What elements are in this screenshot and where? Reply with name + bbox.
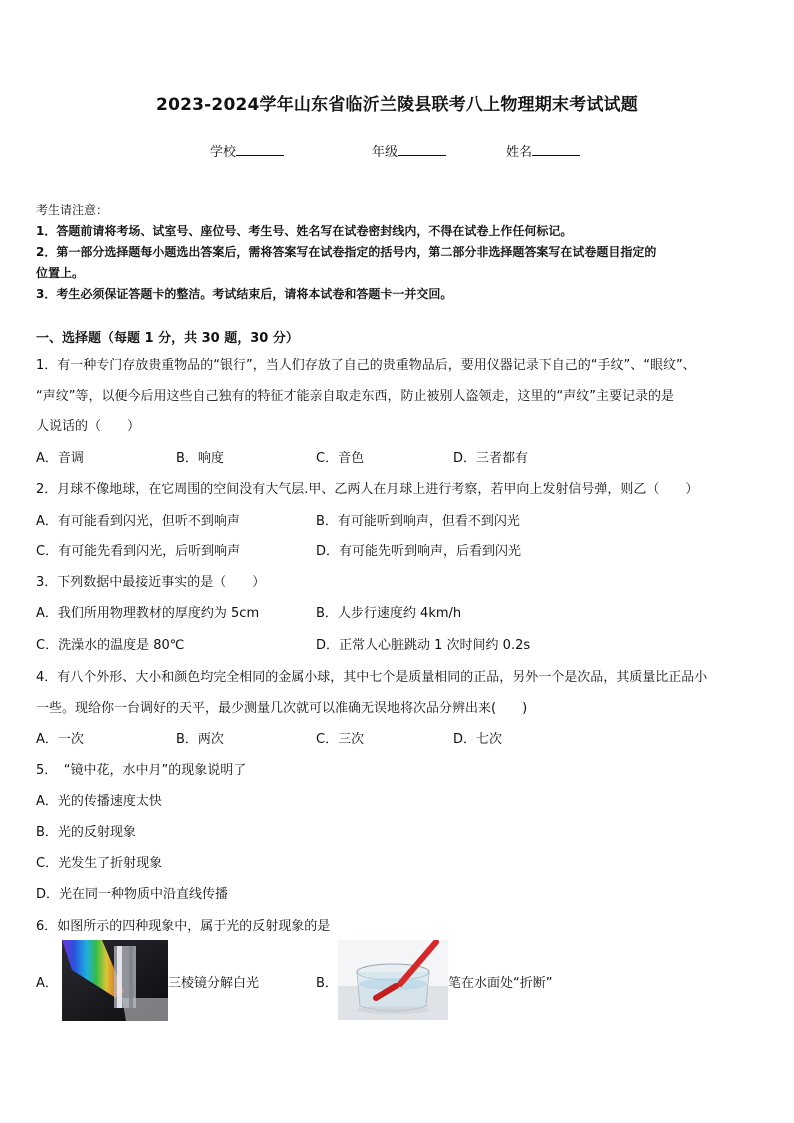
q6-option-a-caption: 三棱镜分解白光 <box>168 976 260 991</box>
school-label: 学校 <box>210 145 237 160</box>
notice-item: 3．考生必须保证答题卡的整洁。考试结束后，请将本试卷和答题卡一并交回。 <box>36 287 453 301</box>
question-3-text: 3．下列数据中最接近事实的是（ ） <box>36 575 266 590</box>
q5-option-c: C．光发生了折射现象 <box>36 856 163 871</box>
q5-option-d: D．光在同一种物质中沿直线传播 <box>36 887 229 902</box>
notice-item: 2．第一部分选择题每小题选出答案后，需将答案写在试卷指定的括号内，第二部分非选择题答案写在试卷题目指定的 <box>36 245 657 259</box>
q1-option-d: D．三者都有 <box>453 451 529 466</box>
q2-option-a: A．有可能看到闪光，但听不到响声 <box>36 514 240 529</box>
notice-block <box>36 200 758 305</box>
notice-item: 1．答题前请将考场、试室号、座位号、考生号、姓名写在试卷密封线内，不得在试卷上作任何标记。 <box>36 224 573 238</box>
school-blank <box>236 143 284 156</box>
page-title: 2023-2024学年山东省临沂兰陵县联考八上物理期末考试试题 <box>156 95 638 115</box>
q1-option-c: C．音色 <box>316 451 365 466</box>
q4-option-a: A．一次 <box>36 732 84 747</box>
grade-label: 年级 <box>372 145 399 160</box>
question-6-text: 6．如图所示的四种现象中，属于光的反射现象的是 <box>36 919 331 934</box>
question-4-line: 一些。现给你一台调好的天平，最少测量几次就可以准确无误地将次品分辨出来( ) <box>36 701 528 716</box>
question-2-text: 2．月球不像地球，在它周围的空间没有大气层.甲、乙两人在月球上进行考察，若甲向上发射信号弹，则乙（ ） <box>36 482 699 497</box>
section-heading: 一、选择题（每题 1 分，共 30 题，30 分） <box>36 331 299 346</box>
prism-image <box>62 940 168 1021</box>
notice-heading: 考生请注意： <box>36 203 109 217</box>
q3-option-c: C．洗澡水的温度是 80℃ <box>36 638 185 653</box>
name-label: 姓名 <box>506 145 533 160</box>
q6-option-a-label: A． <box>36 976 58 991</box>
school-field <box>210 141 284 160</box>
q2-option-b: B．有可能听到响声，但看不到闪光 <box>316 514 520 529</box>
q1-option-a: A．音调 <box>36 451 84 466</box>
q4-option-b: B．两次 <box>176 732 224 747</box>
q3-option-a: A．我们所用物理教材的厚度约为 5cm <box>36 606 260 621</box>
q1-option-b: B．响度 <box>176 451 224 466</box>
grade-blank <box>398 143 446 156</box>
notice-item: 位置上。 <box>36 266 85 280</box>
q2-option-d: D．有可能先听到响声，后看到闪光 <box>316 544 522 559</box>
q5-option-a: A．光的传播速度太快 <box>36 794 162 809</box>
prism-dispersion-icon <box>62 940 168 1021</box>
name-blank <box>532 143 580 156</box>
q6-option-b-label: B． <box>316 976 338 991</box>
grade-field <box>372 141 446 160</box>
question-4-line: 4．有八个外形、大小和颜色均完全相同的金属小球，其中七个是质量相同的正品，另外一个是次品，其质量比正品小 <box>36 670 708 685</box>
question-1-line: 人说话的（ ） <box>36 419 141 434</box>
q3-option-b: B．人步行速度约 4km/h <box>316 606 462 621</box>
q5-option-b: B．光的反射现象 <box>36 825 136 840</box>
q3-option-d: D．正常人心脏跳动 1 次时间约 0.2s <box>316 638 531 653</box>
q6-option-b-caption: 笔在水面处“折断” <box>448 976 553 991</box>
refraction-pencil-icon <box>338 940 448 1020</box>
question-5-text: 5． “镜中花，水中月”的现象说明了 <box>36 763 247 778</box>
q2-option-c: C．有可能先看到闪光，后听到响声 <box>36 544 241 559</box>
question-1-line: “声纹”等，以便今后用这些自己独有的特征才能亲自取走东西，防止被别人盗领走，这里的“声纹”主要记录的是 <box>36 389 674 404</box>
name-field <box>506 141 580 160</box>
question-1-line: 1．有一种专门存放贵重物品的“银行”，当人们存放了自己的贵重物品后，要用仪器记录下自己的“手纹”、“眼纹”、 <box>36 358 696 373</box>
q4-option-c: C．三次 <box>316 732 365 747</box>
q4-option-d: D．七次 <box>453 732 503 747</box>
pencil-in-water-image <box>338 940 448 1020</box>
